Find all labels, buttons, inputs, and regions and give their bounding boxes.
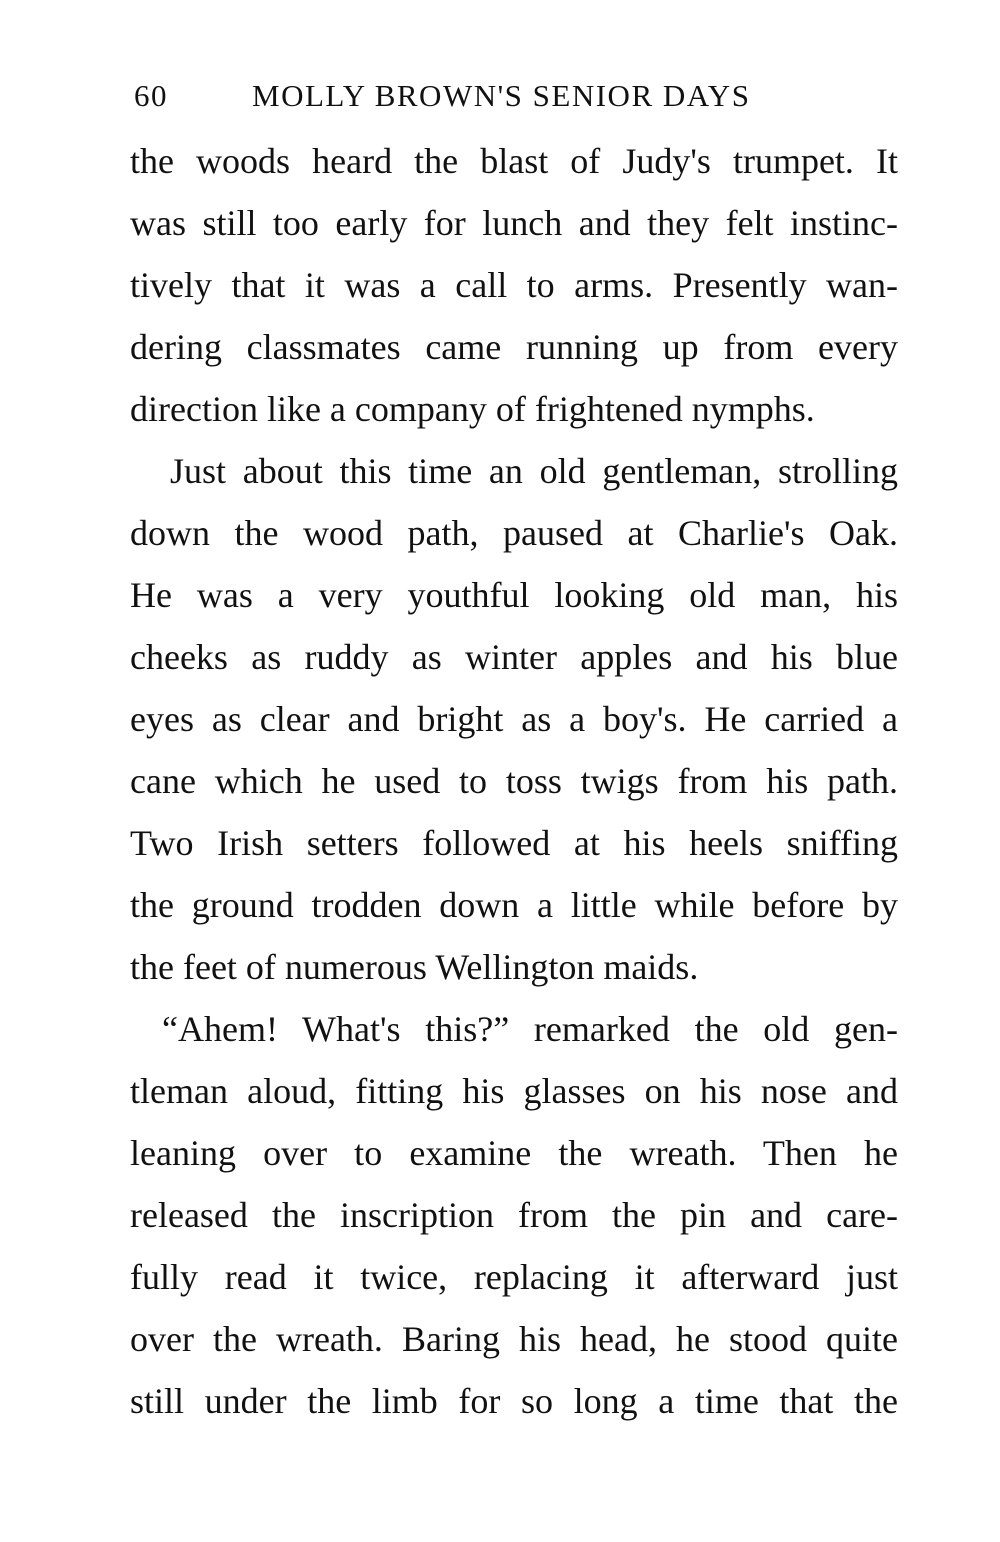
text-line: over the wreath. Baring his head, he stood quite: [130, 1319, 898, 1359]
book-title: MOLLY BROWN'S SENIOR DAYS: [252, 78, 751, 113]
paragraph: [130, 440, 898, 998]
text-line: released the inscription from the pin and care-: [130, 1195, 898, 1235]
text-line: tleman aloud, fitting his glasses on his nose and: [130, 1071, 898, 1111]
text-line: direction like a company of frightened nymphs.: [130, 389, 815, 429]
text-line: leaning over to examine the wreath. Then he: [130, 1133, 898, 1173]
text-line: was still too early for lunch and they felt instinc-: [130, 203, 898, 243]
text-line: dering classmates came running up from every: [130, 327, 898, 367]
body-text: [130, 130, 898, 1432]
text-line: the woods heard the blast of Judy's trumpet. It: [130, 141, 898, 181]
paragraph: [130, 998, 898, 1432]
text-line: the ground trodden down a little while before by: [130, 885, 898, 925]
text-line: “Ahem! What's this?” remarked the old gen-: [162, 1009, 898, 1049]
text-line: the feet of numerous Wellington maids.: [130, 947, 699, 987]
text-line: tively that it was a call to arms. Presently wan-: [130, 265, 898, 305]
text-line: still under the limb for so long a time that the: [130, 1381, 898, 1421]
text-line: down the wood path, paused at Charlie's Oak.: [130, 513, 898, 553]
text-line: cane which he used to toss twigs from his path.: [130, 761, 898, 801]
running-head: [134, 76, 794, 116]
text-line: He was a very youthful looking old man, his: [130, 575, 898, 615]
text-line: cheeks as ruddy as winter apples and his blue: [130, 637, 898, 677]
text-line: Two Irish setters followed at his heels sniffing: [130, 823, 898, 863]
page-number: 60: [134, 78, 168, 113]
text-line: fully read it twice, replacing it afterward just: [130, 1257, 898, 1297]
paragraph: [130, 130, 898, 440]
text-line: eyes as clear and bright as a boy's. He carried a: [130, 699, 898, 739]
text-line: Just about this time an old gentleman, strolling: [170, 451, 898, 491]
